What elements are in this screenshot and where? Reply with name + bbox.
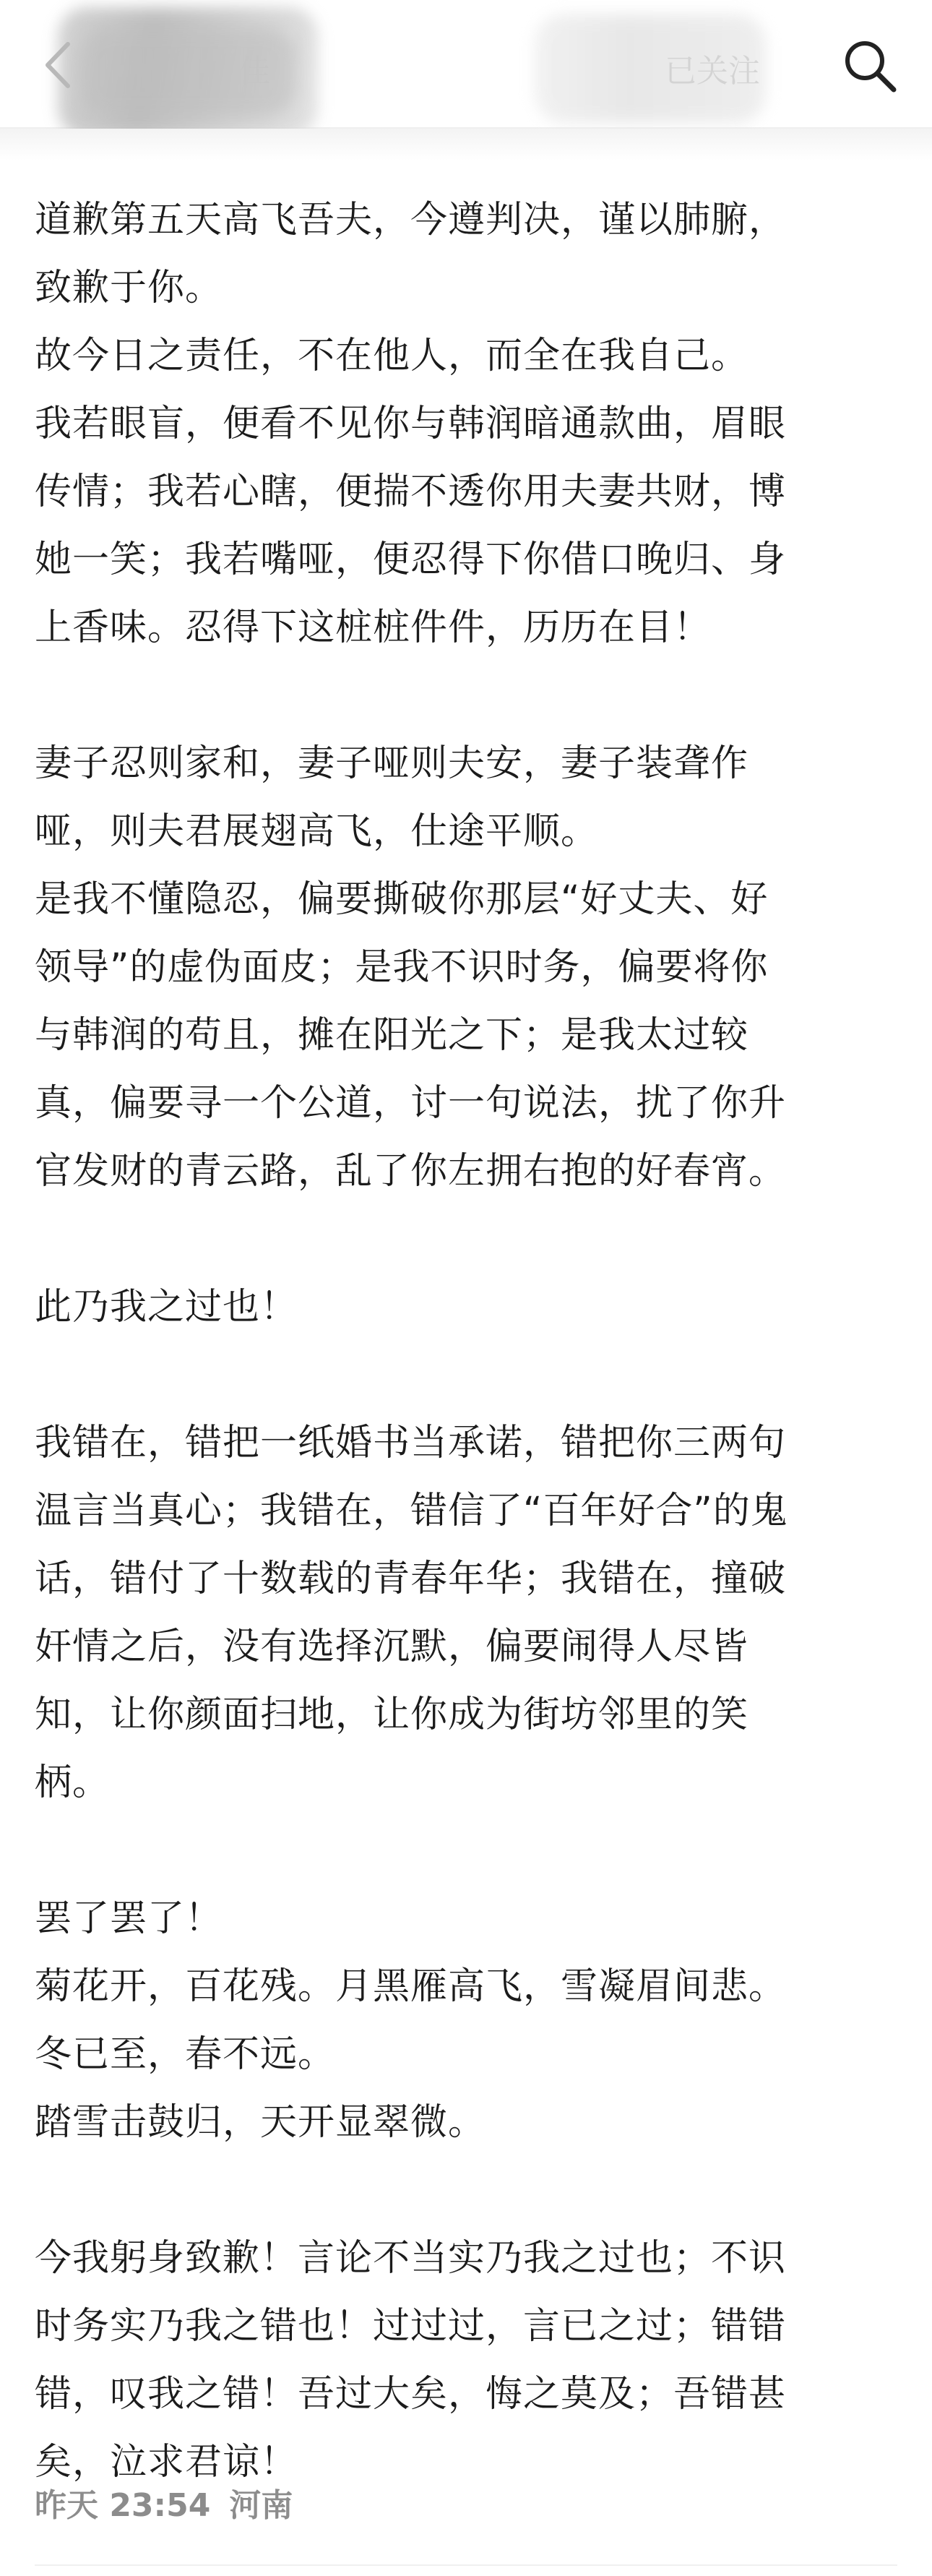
header-shadow bbox=[0, 129, 932, 160]
paragraph-gap bbox=[35, 1341, 902, 1409]
post-text-line: 上香味。忍得下这桩桩件件，历历在目！ bbox=[35, 606, 712, 649]
paragraph-gap bbox=[35, 1817, 902, 1885]
post-text-line: 故今日之责任，不在他人，而全在我自己。 bbox=[35, 335, 749, 377]
post-text-line: 与韩润的苟且，摊在阳光之下；是我太过较 bbox=[35, 1014, 749, 1057]
post-text-line: 官发财的青云路，乱了你左拥右抱的好春宵。 bbox=[35, 1150, 787, 1193]
chevron-left-icon bbox=[43, 41, 72, 89]
post-text-line: 我若眼盲，便看不见你与韩润暗通款曲，眉眼 bbox=[35, 403, 787, 445]
post-text-line: 踏雪击鼓归，天开显翠微。 bbox=[35, 2101, 486, 2144]
divider bbox=[35, 2564, 897, 2566]
post-text-line: 话，错付了十数载的青春年华；我错在，撞破 bbox=[35, 1558, 787, 1600]
post-text-line: 致歉于你。 bbox=[35, 267, 223, 309]
post-text-line: 此乃我之过也！ bbox=[35, 1286, 298, 1328]
post-text-line: 今我躬身致歉！言论不当实乃我之过也；不识 bbox=[35, 2237, 787, 2280]
back-button[interactable] bbox=[29, 29, 87, 101]
post-text-line: 传情；我若心瞎，便揣不透你用夫妻共财，博 bbox=[35, 471, 787, 513]
follow-button[interactable]: 已关注 bbox=[665, 53, 760, 90]
paragraph-gap bbox=[35, 662, 902, 730]
post-text-line: 矣，泣求君谅！ bbox=[35, 2441, 298, 2483]
post-text-line: 时务实乃我之错也！过过过，言已之过；错错 bbox=[35, 2305, 787, 2348]
post-text-line: 妻子忍则家和，妻子哑则夫安，妻子装聋作 bbox=[35, 742, 749, 785]
post-text-line: 她一笑；我若嘴哑，便忍得下你借口晚归、身 bbox=[35, 538, 787, 581]
post-body bbox=[35, 186, 902, 2496]
post-text-line: 柄。 bbox=[35, 1761, 111, 1804]
post-text-line: 领导”的虚伪面皮；是我不识时务，偏要将你 bbox=[35, 946, 769, 989]
top-navigation-bar bbox=[0, 0, 932, 129]
post-text-line: 真，偏要寻一个公道，讨一句说法，扰了你升 bbox=[35, 1082, 787, 1125]
post-text-line: 奸情之后，没有选择沉默，偏要闹得人尽皆 bbox=[35, 1626, 749, 1668]
post-text-line: 错，叹我之错！吾过大矣，悔之莫及；吾错甚 bbox=[35, 2373, 787, 2416]
paragraph-gap bbox=[35, 1206, 902, 1274]
post-text-line: 道歉第五天高飞吾夫，今遵判决，谨以肺腑， bbox=[35, 199, 787, 241]
post-text-line: 罢了罢了！ bbox=[35, 1897, 223, 1940]
post-text-line: 温言当真心；我错在，错信了“百年好合”的鬼 bbox=[35, 1490, 788, 1532]
search-button[interactable] bbox=[831, 30, 910, 103]
post-text-line: 是我不懂隐忍，偏要撕破你那层“好丈夫、好 bbox=[35, 878, 769, 921]
post-text-line: 我错在，错把一纸婚书当承诺，错把你三两句 bbox=[35, 1422, 787, 1464]
search-icon bbox=[842, 38, 899, 95]
paragraph-gap bbox=[35, 2157, 902, 2225]
post-location: 河南 bbox=[229, 2487, 293, 2524]
post-text-line: 知，让你颜面扫地，让你成为街坊邻里的笑 bbox=[35, 1693, 749, 1736]
post-text-line: 冬已至，春不远。 bbox=[35, 2033, 336, 2076]
post-meta bbox=[35, 2479, 293, 2525]
post-time: 昨天 23:54 bbox=[35, 2487, 211, 2524]
post-text-line: 哑，则夫君展翅高飞，仕途平顺。 bbox=[35, 810, 599, 853]
post-text-line: 菊花开，百花残。月黑雁高飞，雪凝眉间悲。 bbox=[35, 1965, 787, 2008]
author-name[interactable]: 佳 bbox=[238, 53, 270, 90]
